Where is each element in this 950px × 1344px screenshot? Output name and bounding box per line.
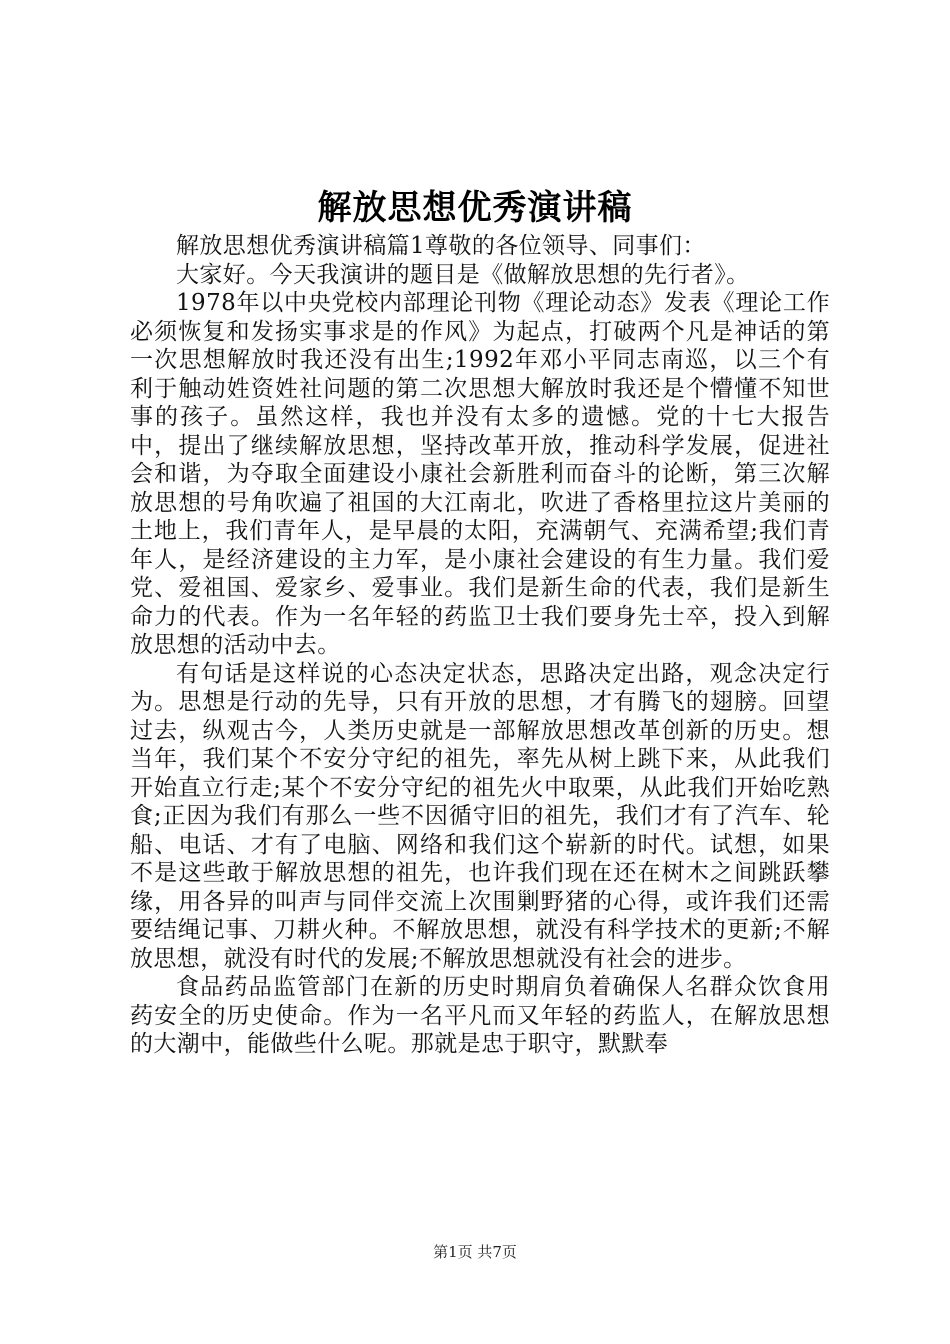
paragraph-greeting: 大家好。今天我演讲的题目是《做解放思想的先行者》。 <box>176 261 750 288</box>
document-body <box>130 232 830 1059</box>
paragraph-mission: 食品药品监管部门在新的历史时期肩负着确保人名群众饮食用药安全的历史使命。作为一名平凡而又年轻的药监人，在解放思想的大潮中，能做些什么呢。那就是忠于职守，默默奉 <box>130 974 830 1057</box>
page-number-footer: 第1页 共7页 <box>433 1243 517 1261</box>
paragraph-history: 1978年以中央党校内部理论刊物《理论动态》发表《理论工作必须恢复和发扬实事求是的作风》为起点，打破两个凡是神话的第一次思想解放时我还没有出生;1992年邓小平同志南巡，以三个有利于触动姓资姓社问题的第二次思想大解放时我还是个懵懂不知世事的孩子。虽然这样，我也并没有太多的遗憾。党的十七大报告中，提出了继续解放思想，坚持改革开放，推动科学发展，促进社会和谐，为夺取全面建设小康社会新胜利而奋斗的论断，第三次解放思想的号角吹遍了祖国的大江南北，吹进了香格里拉这片美丽的土地上，我们青年人，是早晨的太阳，充满朝气、充满希望;我们青年人，是经济建设的主力军，是小康社会建设的有生力量。我们爱党、爱祖国、爱家乡、爱事业。我们是新生命的代表，我们是新生命力的代表。作为一名年轻的药监卫士我们要身先士卒，投入到解放思想的活动中去。 <box>130 290 830 658</box>
paragraph-mindset: 有句话是这样说的心态决定状态，思路决定出路，观念决定行为。思想是行动的先导，只有开放的思想，才有腾飞的翅膀。回望过去，纵观古今，人类历史就是一部解放思想改革创新的历史。想当年，我们某个不安分守纪的祖先，率先从树上跳下来，从此我们开始直立行走;某个不安分守纪的祖先火中取栗，从此我们开始吃熟食;正因为我们有那么一些不因循守旧的祖先，我们才有了汽车、轮船、电话、才有了电脑、网络和我们这个崭新的时代。试想，如果不是这些敢于解放思想的祖先，也许我们现在还在树木之间跳跃攀缘，用各异的叫声与同伴交流上次围剿野猪的心得，或许我们还需要结绳记事、刀耕火种。不解放思想，就没有科学技术的更新;不解放思想，就没有时代的发展;不解放思想就没有社会的进步。 <box>130 660 830 972</box>
document-title: 解放思想优秀演讲稿 <box>317 188 633 228</box>
paragraph-salutation: 解放思想优秀演讲稿篇1尊敬的各位领导、同事们： <box>176 233 706 259</box>
